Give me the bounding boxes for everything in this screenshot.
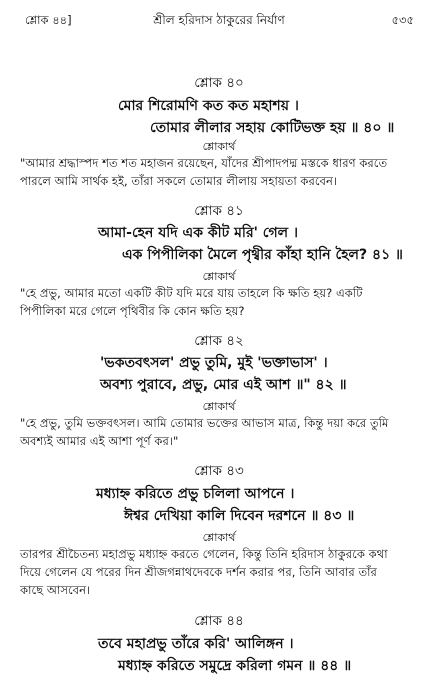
verse-line: আমা-হেন যদি এক কীট মরি' গেল । <box>98 225 298 241</box>
translation-line: পারলে আমি সার্থক হই, তাঁরা সকলে তোমার লীলায় সহায়তা করবেন। <box>20 174 338 188</box>
verse-line: মধ্যাহ্ন করিতে প্রভু চলিলা আপনে । <box>96 486 295 502</box>
translation-line: কাছে আসবেন। <box>20 583 91 597</box>
translation-line: অবশ্যই আমার এই আশা পূর্ণ কর।" <box>20 434 179 448</box>
page-number: ৫৩৫ <box>391 13 414 27</box>
verse-heading: শ্লোক ৪২ <box>194 333 244 349</box>
verse-line: 'ভকতবৎসল' প্রভু তুমি, মুই 'ভক্তাভাস' । <box>100 355 328 371</box>
verse-heading: শ্লোক ৪১ <box>194 203 244 219</box>
translation-label: শ্লোকার্থ <box>202 140 236 153</box>
verse-heading: শ্লোক ৪৪ <box>194 613 244 629</box>
translation-line: দিয়ে গেলেন যে পরের দিন শ্রীজগন্নাথদেবকে দর্শন করার পর, তিনি আবার তাঁর <box>20 565 377 579</box>
verse-line: তবে মহাপ্রভু তাঁরে করি' আলিঙ্গন । <box>98 636 294 652</box>
verse-heading: শ্লোক ৪৩ <box>194 463 244 479</box>
translation-label: শ্লোকার্থ <box>202 531 236 544</box>
translation-line: "হে প্রভু, তুমি ভক্তবৎসল। আমি তোমার ভক্তের আভাস মাত্র, কিন্তু দয়া করে তুমি <box>20 416 389 430</box>
running-header-chapter-title: শ্রীল হরিদাস ঠাকুরের নির্যাণ <box>153 13 285 27</box>
translation-label: শ্লোকার্থ <box>202 270 236 283</box>
running-header-verse-ref: শ্লোক ৪৪] <box>25 13 72 27</box>
translation-line: পিপীলিকা মরে গেলে পৃথিবীর কি কোন ক্ষতি হয়? <box>20 304 245 318</box>
verse-line: ঈশ্বর দেখিয়া কালি দিবেন দরশনে ॥ ৪৩ ॥ <box>124 508 355 524</box>
verse-line: এক পিপীলিকা মৈলে পৃথ্বীর কাঁহা হানি হৈল? ৪১ ॥ <box>122 247 403 263</box>
verse-line: মোর শিরোমণি কত কত মহাশয় । <box>118 98 299 114</box>
verse-line: অবশ্য পুরাবে, প্রভু, মোর এই আশ ॥" ৪২ ॥ <box>100 377 347 393</box>
verse-line: তোমার লীলার সহায় কোটিভক্ত হয় ॥ ৪০ ॥ <box>150 120 395 136</box>
translation-line: "হে প্রভু, আমার মতো একটি কীট যদি মরে যায় তাহলে কি ক্ষতি হয়? একটি <box>20 286 363 300</box>
verse-line: মধ্যাহ্ন করিতে সমুদ্রে করিলা গমন ॥ ৪৪ ॥ <box>118 658 352 674</box>
translation-label: শ্লোকার্থ <box>202 400 236 413</box>
verse-heading: শ্লোক ৪০ <box>194 75 244 91</box>
translation-line: "আমার শ্রদ্ধাস্পদ শত শত মহাজন রয়েছেন, যাঁদের শ্রীপাদপদ্ম মস্তকে ধারণ করতে <box>20 156 388 170</box>
translation-line: তারপর শ্রীচৈতন্য মহাপ্রভু মধ্যাহ্ন করতে গেলেন, কিন্তু তিনি হরিদাস ঠাকুরকে কথা <box>20 547 388 561</box>
